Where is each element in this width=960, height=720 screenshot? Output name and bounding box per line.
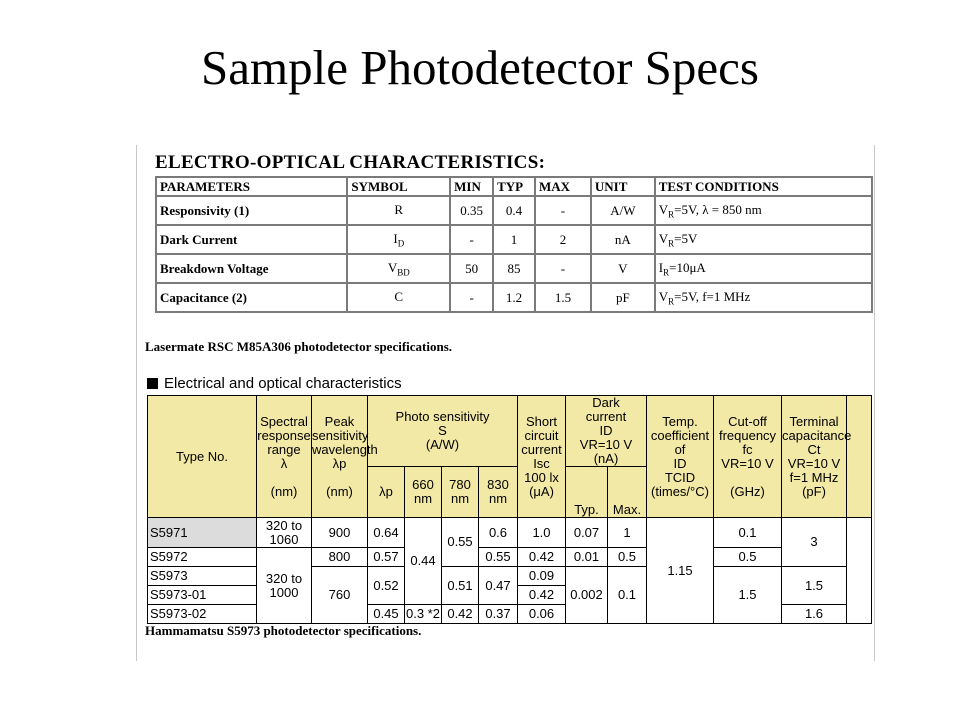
- header-type-no: Type No.: [148, 396, 257, 518]
- s-780-cell: 0.55: [442, 518, 479, 567]
- typ-cell: 85: [493, 254, 535, 283]
- condition-cell: $V_R=5V$: [655, 225, 872, 254]
- hamamatsu-heading: Electrical and optical characteristics: [147, 375, 402, 392]
- header-terminal-capacitance: Terminal capacitance Ct VR=10 V f=1 MHz (pF): [782, 396, 847, 518]
- typ-cell: 0.4: [493, 196, 535, 225]
- header-test-conditions: TEST CONDITIONS: [655, 177, 872, 196]
- table-row: [156, 254, 872, 283]
- hamamatsu-header-row: [148, 396, 872, 467]
- header-symbol: SYMBOL: [347, 177, 450, 196]
- fc-cell: 0.1: [714, 518, 782, 548]
- s-660-cell: 0.44: [405, 518, 442, 605]
- max-cell: -: [535, 254, 591, 283]
- header-peak-wavelength: Peak sensitivity wavelength λp (nm): [312, 396, 368, 518]
- type-cell: S5973-02: [148, 605, 257, 624]
- typ-cell: 1.2: [493, 283, 535, 312]
- unit-cell: V: [591, 254, 655, 283]
- peak-cell: 760: [312, 567, 368, 624]
- s-lp-cell: 0.45: [368, 605, 405, 624]
- header-photo-sensitivity: Photo sensitivity S (A/W): [368, 396, 518, 467]
- range-cell: 320 to 1000: [257, 548, 312, 624]
- extra-cell: [847, 518, 872, 624]
- table-row: [156, 225, 872, 254]
- condition-cell: $V_R=5V$, λ = 850 nm: [655, 196, 872, 225]
- fc-cell: 1.5: [714, 567, 782, 624]
- isc-cell: 0.42: [518, 548, 566, 567]
- dark-typ-cell: 0.002: [566, 567, 608, 624]
- unit-cell: nA: [591, 225, 655, 254]
- hamamatsu-table: [147, 395, 872, 624]
- type-cell: S5973-01: [148, 586, 257, 605]
- typ-cell: 1: [493, 225, 535, 254]
- ct-cell: 3: [782, 518, 847, 567]
- param-cell: Breakdown Voltage: [156, 254, 347, 283]
- type-cell: S5972: [148, 548, 257, 567]
- header-short-circuit: Short circuit current Isc 100 lx (μA): [518, 396, 566, 518]
- isc-cell: 1.0: [518, 518, 566, 548]
- s-780-cell: 0.51: [442, 567, 479, 605]
- symbol-cell: $V_{BD}$: [347, 254, 450, 283]
- table-row: [156, 283, 872, 312]
- min-cell: 0.35: [450, 196, 493, 225]
- header-parameters: PARAMETERS: [156, 177, 347, 196]
- header-extra-column: [847, 396, 872, 518]
- s-lp-cell: 0.52: [368, 567, 405, 605]
- symbol-cell: $I_D$: [347, 225, 450, 254]
- isc-cell: 0.42: [518, 586, 566, 605]
- s-830-cell: 0.6: [479, 518, 518, 548]
- symbol-cell: C: [347, 283, 450, 312]
- slide-title: Sample Photodetector Specs: [201, 40, 759, 95]
- type-cell: S5971: [148, 518, 257, 548]
- s-830-cell: 0.37: [479, 605, 518, 624]
- dark-typ-cell: 0.07: [566, 518, 608, 548]
- table-row: [148, 567, 872, 586]
- range-cell: 320 to 1060: [257, 518, 312, 548]
- max-cell: 1.5: [535, 283, 591, 312]
- header-typ: TYP: [493, 177, 535, 196]
- header-dark-typ: Typ.: [566, 467, 608, 518]
- condition-cell: $V_R=5V$, f=1 MHz: [655, 283, 872, 312]
- header-max: MAX: [535, 177, 591, 196]
- header-dark-max: Max.: [608, 467, 647, 518]
- lasermate-caption: Lasermate RSC M85A306 photodetector specifications.: [145, 339, 453, 354]
- peak-cell: 800: [312, 548, 368, 567]
- min-cell: -: [450, 225, 493, 254]
- peak-cell: 900: [312, 518, 368, 548]
- s-780-cell: 0.42: [442, 605, 479, 624]
- header-cutoff-frequency: Cut-off frequency fc VR=10 V (GHz): [714, 396, 782, 518]
- header-s-830: 830 nm: [479, 467, 518, 518]
- type-cell: S5973: [148, 567, 257, 586]
- param-cell: Dark Current: [156, 225, 347, 254]
- isc-cell: 0.09: [518, 567, 566, 586]
- header-unit: UNIT: [591, 177, 655, 196]
- header-s-660: 660 nm: [405, 467, 442, 518]
- symbol-cell: R: [347, 196, 450, 225]
- unit-cell: pF: [591, 283, 655, 312]
- min-cell: -: [450, 283, 493, 312]
- temp-coef-cell: 1.15: [647, 518, 714, 624]
- dark-max-cell: 1: [608, 518, 647, 548]
- lasermate-heading: ELECTRO-OPTICAL CHARACTERISTICS:: [155, 152, 546, 173]
- ct-cell: 1.5: [782, 567, 847, 605]
- condition-cell: $I_R=10\mu A$: [655, 254, 872, 283]
- s-lp-cell: 0.64: [368, 518, 405, 548]
- header-temp-coefficient: Temp. coefficient of ID TCID (times/°C): [647, 396, 714, 518]
- lasermate-table: [155, 176, 873, 313]
- dark-typ-cell: 0.01: [566, 548, 608, 567]
- s-830-cell: 0.47: [479, 567, 518, 605]
- header-min: MIN: [450, 177, 493, 196]
- param-cell: Responsivity (1): [156, 196, 347, 225]
- isc-cell: 0.06: [518, 605, 566, 624]
- table-row: [148, 518, 872, 548]
- header-s-lp: λp: [368, 467, 405, 518]
- param-cell: Capacitance (2): [156, 283, 347, 312]
- s-830-cell: 0.55: [479, 548, 518, 567]
- lasermate-header-row: [156, 177, 872, 196]
- min-cell: 50: [450, 254, 493, 283]
- s-660-cell: 0.3 *2: [405, 605, 442, 624]
- dark-max-cell: 0.5: [608, 548, 647, 567]
- header-spectral-range: Spectral response range λ (nm): [257, 396, 312, 518]
- header-s-780: 780 nm: [442, 467, 479, 518]
- header-dark-current: Dark current ID VR=10 V (nA): [566, 396, 647, 467]
- max-cell: -: [535, 196, 591, 225]
- unit-cell: A/W: [591, 196, 655, 225]
- ct-cell: 1.6: [782, 605, 847, 624]
- fc-cell: 0.5: [714, 548, 782, 567]
- dark-max-cell: 0.1: [608, 567, 647, 624]
- table-row: [156, 196, 872, 225]
- bullet-square-icon: [147, 378, 158, 389]
- s-lp-cell: 0.57: [368, 548, 405, 567]
- table-row: [148, 548, 872, 567]
- max-cell: 2: [535, 225, 591, 254]
- hamamatsu-table-wrap: [147, 395, 871, 621]
- hamamatsu-caption: Hammamatsu S5973 photodetector specifications.: [145, 623, 422, 638]
